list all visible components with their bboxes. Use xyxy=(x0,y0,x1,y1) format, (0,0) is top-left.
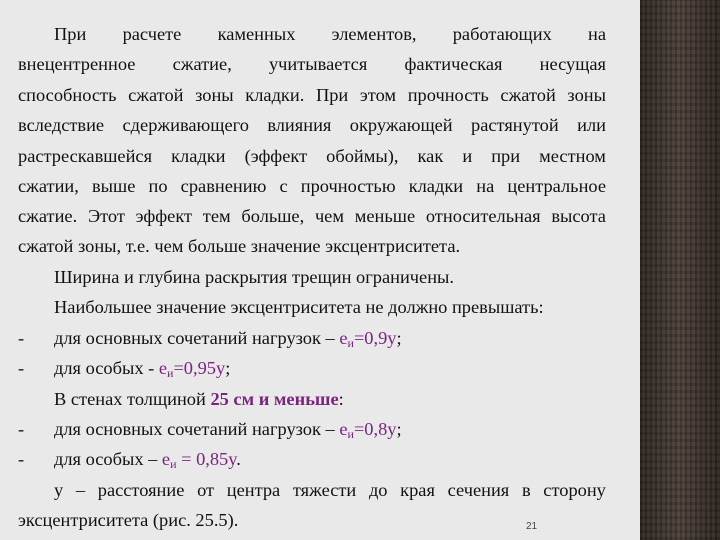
word: сдерживающего xyxy=(122,115,249,135)
word: по xyxy=(148,176,168,196)
page-number: 21 xyxy=(526,521,538,532)
word: от xyxy=(197,480,215,500)
item-text: для особых – xyxy=(54,449,162,469)
highlight-thickness: 25 см и меньше xyxy=(210,389,339,409)
word: сжатие, xyxy=(172,54,232,74)
formula: $e_и = 0,85y$ xyxy=(161,449,237,471)
formula: $e_и=0,95y$ xyxy=(158,358,226,380)
word: сжатой xyxy=(128,85,184,105)
word: высота xyxy=(551,206,606,226)
word: зоны xyxy=(567,85,606,105)
word: – xyxy=(75,480,86,500)
bullet-dash: - xyxy=(18,358,25,378)
word: края xyxy=(400,480,435,500)
word: кладки xyxy=(171,146,226,166)
word: растрескавшейся xyxy=(18,146,153,166)
text-line xyxy=(18,114,606,136)
text-line xyxy=(18,205,606,227)
word: сечения xyxy=(447,480,510,500)
formula: $e_и=0,9y$ xyxy=(339,328,397,350)
text-line xyxy=(54,479,606,501)
word: больше, xyxy=(241,206,305,226)
word: на xyxy=(476,176,495,196)
word: с xyxy=(279,176,288,196)
word: меньше xyxy=(354,206,416,226)
word: элементов, xyxy=(331,24,417,44)
word: обоймы), xyxy=(326,146,399,166)
word: При xyxy=(54,24,87,44)
word: несущая xyxy=(539,54,606,74)
word: прочностью xyxy=(300,176,396,196)
text-line: сжатой зоны, т.е. чем больше значение эксцентриситета. xyxy=(18,236,461,256)
word: прочность xyxy=(407,85,489,105)
text-line: эксцентриситета (рис. 25.5). xyxy=(18,510,239,530)
formula: $e_и=0,8y$ xyxy=(339,419,397,441)
paragraph-cracks: Ширина и глубина раскрытия трещин ограничены. xyxy=(54,267,455,287)
word: тяжести xyxy=(292,480,357,500)
list-item: для основных сочетаний нагрузок – $e_и=0,9y$; xyxy=(54,328,402,350)
word: чем xyxy=(314,206,344,226)
word: эффект xyxy=(135,206,193,226)
word: выше xyxy=(92,176,136,196)
word: сравнению xyxy=(180,176,267,196)
word: сжатой xyxy=(500,85,556,105)
item-text: для особых - xyxy=(54,358,159,378)
word: способность xyxy=(18,85,117,105)
word: зоны xyxy=(195,85,234,105)
item-text: для основных сочетаний нагрузок – xyxy=(54,419,340,439)
bullet-dash: - xyxy=(18,328,25,348)
word: сторону xyxy=(543,480,606,500)
word: кладки xyxy=(408,176,464,196)
list-item: для особых - $e_и=0,95y$; xyxy=(54,358,231,380)
list-item: для основных сочетаний нагрузок – $e_и=0,8y$; xyxy=(54,419,402,441)
word: сжатии, xyxy=(18,176,79,196)
word: внецентренное xyxy=(18,54,136,74)
word: и xyxy=(462,146,473,166)
list-item: для особых – $e_и = 0,85y$. xyxy=(54,449,241,471)
word: работающих xyxy=(452,24,552,44)
word: y xyxy=(54,480,64,500)
word: вследствие xyxy=(18,115,105,135)
word: до xyxy=(368,480,388,500)
bullet-dash: - xyxy=(18,449,25,469)
word: растянутой xyxy=(471,115,559,135)
text-line xyxy=(18,53,606,75)
word: местном xyxy=(539,146,606,166)
word: Этот xyxy=(87,206,125,226)
word: расчете xyxy=(122,24,182,44)
word: центральное xyxy=(507,176,606,196)
text-line xyxy=(18,175,606,197)
text-line xyxy=(18,145,606,167)
word: относительная xyxy=(425,206,541,226)
word: фактическая xyxy=(404,54,503,74)
decorative-sidebar xyxy=(640,0,720,540)
word: центра xyxy=(226,480,281,500)
word: в xyxy=(521,480,531,500)
word: сжатие. xyxy=(18,206,78,226)
paragraph-eccentricity-limit: Наибольшее значение эксцентриситета не должно превышать: xyxy=(54,297,544,317)
bullet-dash: - xyxy=(18,419,25,439)
word: влияния xyxy=(267,115,332,135)
word: учитывается xyxy=(268,54,368,74)
paragraph-walls: В стенах толщиной 25 см и меньше: xyxy=(54,389,344,409)
word: каменных xyxy=(217,24,296,44)
word: При xyxy=(315,85,349,105)
word: окружающей xyxy=(349,115,453,135)
word: этом xyxy=(359,85,397,105)
word: (эффект xyxy=(244,146,308,166)
word: или xyxy=(577,115,606,135)
word: расстояние xyxy=(97,480,185,500)
word: тем xyxy=(202,206,231,226)
word: как xyxy=(417,146,444,166)
item-text: для основных сочетаний нагрузок – xyxy=(54,328,340,348)
word: кладки. xyxy=(245,85,305,105)
word: на xyxy=(587,24,606,44)
text-line xyxy=(18,84,606,106)
word: при xyxy=(491,146,521,166)
text-line xyxy=(54,23,606,45)
